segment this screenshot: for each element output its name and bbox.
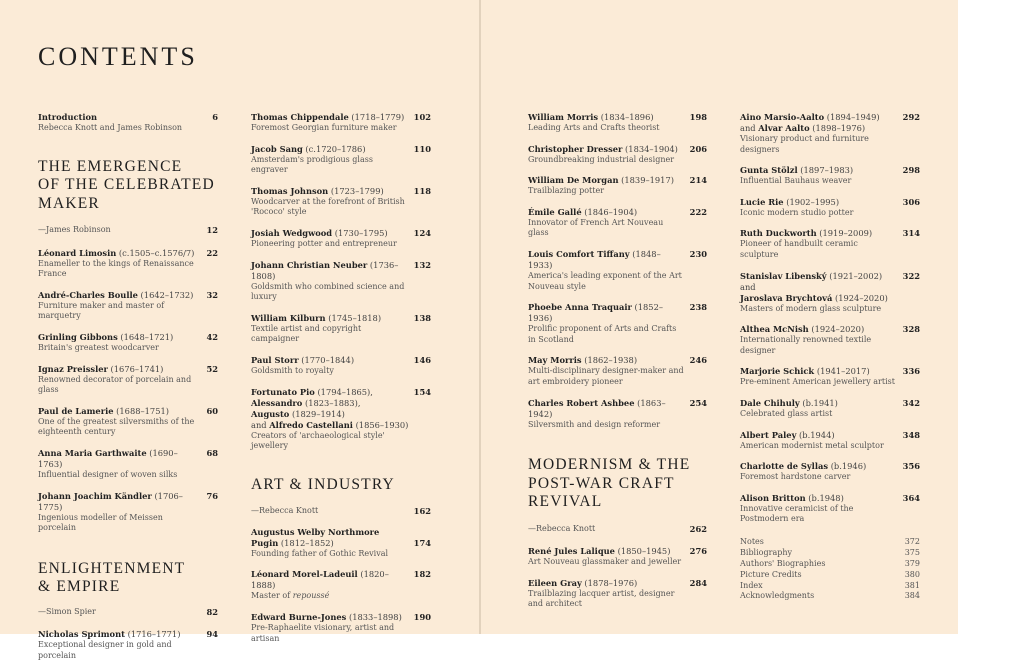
entry-page: 146 <box>413 354 431 365</box>
entry-name: Gunta Stölzl <box>740 165 798 176</box>
entry-name: Émile Gallé <box>528 206 582 217</box>
entry-page: 348 <box>902 429 920 440</box>
entry-desc: Foremost Georgian furniture maker <box>251 123 397 132</box>
entry-name: Louis Comfort Tiffany <box>528 248 630 259</box>
toc-entry[interactable] <box>740 228 920 260</box>
entry-page: 356 <box>902 461 920 472</box>
entry-desc: Founding father of Gothic Revival <box>251 548 389 558</box>
entry-name: Thomas Johnson <box>251 185 329 196</box>
back-matter-page: 380 <box>904 569 920 579</box>
entry-name: Phoebe Anna Traquair <box>528 302 632 313</box>
entry-desc: America's leading exponent of the Art Nouveau style <box>528 270 682 291</box>
entry-name: Ignaz Preissler <box>38 363 108 374</box>
entry-page: 262 <box>689 523 707 534</box>
entry-page: 42 <box>206 332 218 343</box>
entry-desc: Innovative ceramicist of the Postmodern era <box>740 503 854 524</box>
entry-desc: Multi-disciplinary designer-maker and art embroidery pioneer <box>528 366 684 386</box>
entry-name: Albert Paley <box>740 429 797 440</box>
entry-dates: (b.1948) <box>808 492 844 503</box>
toc-entry[interactable] <box>528 144 707 166</box>
toc-entry[interactable] <box>251 260 431 303</box>
entry-page: 52 <box>206 363 218 374</box>
entry-page: 254 <box>689 397 707 408</box>
back-matter-label: Authors' Biographies <box>740 558 826 568</box>
section-author-entry[interactable] <box>38 225 218 236</box>
entry-dates: (1745–1818) <box>328 312 382 323</box>
entry-dates: (1834–1896) <box>600 112 654 122</box>
toc-entry[interactable] <box>528 175 707 197</box>
entry-page: 292 <box>902 112 920 122</box>
column-2 <box>251 112 431 644</box>
entry-desc: Goldsmith who combined science and luxury <box>251 281 405 302</box>
toc-entry[interactable] <box>740 324 920 356</box>
entry-desc: Masters of modern glass sculpture <box>740 303 882 313</box>
entry-desc: One of the greatest silversmiths of the eighteenth century <box>38 416 195 437</box>
entry-page: 198 <box>689 112 707 122</box>
section-author-entry[interactable] <box>38 607 218 618</box>
entry-dates: (1850–1945) <box>617 546 671 557</box>
entry-page: 342 <box>902 397 920 408</box>
entry-desc: Furniture maker and master of marquetry <box>38 300 165 321</box>
entry-name: Jacob Sang <box>251 143 303 154</box>
entry-desc-italic: repoussé <box>292 591 330 601</box>
entry-desc: Rebecca Knott and James Robinson <box>38 123 183 132</box>
entry-dates: (1897–1983) <box>800 165 854 176</box>
back-matter-label: Bibliography <box>740 547 792 557</box>
column-1 <box>38 112 218 662</box>
entry-name: Alfredo Castellani <box>269 419 353 430</box>
toc-entry[interactable] <box>528 249 707 292</box>
entry-page: 102 <box>413 112 431 122</box>
entry-name: Ruth Duckworth <box>740 228 817 239</box>
entry-name: Léonard Morel-Ladeuil <box>251 569 358 580</box>
entry-page: 284 <box>689 577 707 588</box>
toc-entry[interactable] <box>528 546 707 568</box>
entry-dates: (b.1944) <box>799 429 835 440</box>
toc-entry-libensky[interactable] <box>740 271 920 315</box>
back-matter-label: Index <box>740 580 763 590</box>
entry-dates: (1848–1933) <box>528 248 661 270</box>
entry-page: 162 <box>413 506 431 517</box>
entry-dates: (1856–1930) <box>355 419 409 430</box>
back-matter-page: 372 <box>904 536 920 546</box>
entry-desc: Celebrated glass artist <box>740 408 833 418</box>
entry-dates: (1706–1775) <box>38 490 183 512</box>
entry-desc: Amsterdam's prodigious glass engraver <box>251 154 373 175</box>
entry-page: 214 <box>689 175 707 186</box>
entry-page: 336 <box>902 366 920 377</box>
toc-list <box>251 112 431 377</box>
toc-entry[interactable] <box>528 112 707 134</box>
entry-page: 32 <box>206 289 218 300</box>
entry-page: 22 <box>206 247 218 258</box>
back-matter-item[interactable] <box>740 581 920 592</box>
toc-entry[interactable] <box>528 207 707 239</box>
entry-dates: (1730–1795) <box>334 227 388 238</box>
back-matter-page: 384 <box>904 591 920 601</box>
section-author-entry[interactable] <box>251 506 431 517</box>
toc-list <box>38 248 218 534</box>
entry-desc: Renowned decorator of porcelain and glass <box>38 374 192 395</box>
toc-entry[interactable] <box>740 398 920 420</box>
entry-dates: (1723–1799) <box>330 185 384 196</box>
entry-name: May Morris <box>528 355 582 366</box>
toc-entry[interactable] <box>38 332 218 354</box>
back-matter-label: Notes <box>740 536 764 546</box>
entry-name: Aino Marsio-Aalto <box>740 112 825 122</box>
entry-page: 154 <box>413 386 431 397</box>
entry-page: 6 <box>212 112 218 122</box>
entry-page: 132 <box>413 259 431 270</box>
entry-page: 238 <box>689 302 707 313</box>
entry-page: 110 <box>413 143 431 154</box>
section-author: —James Robinson <box>38 225 111 235</box>
entry-name: Eileen Gray <box>528 577 582 588</box>
entry-name: Alessandro <box>251 397 303 408</box>
entry-dates: (c.1720–1786) <box>305 143 366 154</box>
entry-conjunction: and <box>740 123 756 133</box>
entry-desc: Goldsmith to royalty <box>251 365 334 375</box>
entry-name: Christopher Dresser <box>528 143 623 154</box>
entry-name: Augusto <box>251 408 290 419</box>
entry-name: Thomas Chippendale <box>251 112 349 122</box>
entry-desc: Foremost hardstone carver <box>740 472 851 482</box>
entry-page: 182 <box>413 569 431 580</box>
entry-desc: Trailblazing potter <box>528 186 605 196</box>
entry-desc: Internationally renowned textile designer <box>740 335 872 355</box>
toc-entry[interactable] <box>251 144 431 176</box>
entry-desc: Art Nouveau glassmaker and jeweller <box>528 557 682 567</box>
entry-page: 124 <box>413 227 431 238</box>
entry-dates: (1894–1949) <box>826 112 880 122</box>
entry-dates: (1834–1904) <box>625 143 678 154</box>
entry-desc: Visionary product and furniture designers <box>740 134 869 154</box>
entry-name: William Kilburn <box>251 312 326 323</box>
page-title: CONTENTS <box>38 42 198 71</box>
entry-name: Paul Storr <box>251 354 299 365</box>
entry-page: 68 <box>206 448 218 459</box>
entry-dates: (1820–1888) <box>251 569 389 591</box>
entry-name: Alvar Aalto <box>758 123 810 133</box>
entry-page: 82 <box>206 606 218 617</box>
toc-entry[interactable] <box>38 248 218 280</box>
entry-page: 246 <box>689 355 707 366</box>
toc-entry[interactable] <box>38 406 218 438</box>
entry-dates: (1642–1732) <box>140 289 194 300</box>
entry-dates: (1921–2002) and <box>740 270 883 292</box>
toc-entry-pugin[interactable] <box>251 527 431 560</box>
entry-page: 190 <box>413 612 431 622</box>
entry-page: 76 <box>206 490 218 501</box>
entry-dates: (1833–1898) <box>348 612 402 622</box>
entry-name: William De Morgan <box>528 175 619 186</box>
back-matter-page: 375 <box>904 547 920 557</box>
entry-name: Augustus Welby Northmore Pugin <box>251 526 380 548</box>
entry-desc: Influential Bauhaus weaver <box>740 176 852 186</box>
entry-desc: Leading Arts and Crafts theorist <box>528 123 660 132</box>
toc-entry[interactable] <box>251 186 431 218</box>
entry-dates: (1924–2020) <box>834 292 888 303</box>
toc-entry[interactable] <box>38 629 218 661</box>
section-heading-modernism: MODERNISM & THE POST-WAR CRAFT REVIVAL <box>528 456 691 511</box>
entry-name: Edward Burne-Jones <box>251 612 347 622</box>
entry-dates: (1898–1976) <box>812 123 866 133</box>
entry-page: 118 <box>413 185 431 196</box>
toc-entry[interactable] <box>251 228 431 250</box>
entry-dates: (1941–2017) <box>816 366 870 377</box>
entry-name: Alison Britton <box>740 492 806 503</box>
toc-entry[interactable] <box>38 290 218 322</box>
entry-dates: (1852–1936) <box>528 302 664 324</box>
toc-entry[interactable] <box>740 197 920 219</box>
section-author: —Simon Spier <box>38 606 96 616</box>
entry-dates: (1878–1976) <box>584 577 638 588</box>
entry-dates: (1648–1721) <box>120 332 174 343</box>
toc-entry[interactable] <box>251 112 431 134</box>
toc-entry[interactable] <box>528 302 707 345</box>
entry-desc: Pioneer of handbuilt ceramic sculpture <box>740 239 858 259</box>
entry-page: 222 <box>689 206 707 217</box>
entry-desc: Exceptional designer in gold and porcelain <box>38 640 172 660</box>
entry-desc: Textile artist and copyright campaigner <box>251 323 362 344</box>
section-heading-enlightenment: ENLIGHTENMENT & EMPIRE <box>38 559 186 596</box>
entry-page: 230 <box>689 248 707 259</box>
entry-dates: (1863–1942) <box>528 397 666 419</box>
entry-page: 364 <box>902 492 920 503</box>
entry-name: René Jules Lalique <box>528 546 615 557</box>
entry-desc: Pre-Raphaelite visionary, artist and artisan <box>251 623 395 643</box>
section-author-entry[interactable] <box>528 524 707 535</box>
entry-dates: (1676–1741) <box>110 363 164 374</box>
back-matter-item[interactable] <box>740 591 920 602</box>
toc-entry[interactable] <box>740 165 920 187</box>
entry-dates: (1823–1883), <box>304 397 361 408</box>
entry-conjunction: and <box>251 419 267 430</box>
entry-page: 138 <box>413 312 431 323</box>
entry-name: Paul de Lamerie <box>38 405 114 416</box>
toc-list <box>528 112 707 430</box>
toc-list <box>740 324 920 525</box>
entry-page: 322 <box>902 270 920 281</box>
entry-dates: (b.1946) <box>830 461 867 472</box>
entry-page: 276 <box>689 546 707 557</box>
entry-desc <box>251 591 431 602</box>
entry-dates: (1919–2009) <box>819 228 873 239</box>
entry-name: Charlotte de Syllas <box>740 461 829 472</box>
entry-desc: Influential designer of woven silks <box>38 470 178 480</box>
toc-entry-morel-ladeuil[interactable] <box>251 569 431 602</box>
entry-desc: Iconic modern studio potter <box>740 207 854 217</box>
section-author: —Rebecca Knott <box>528 523 596 533</box>
toc-entry[interactable] <box>740 430 920 452</box>
entry-dates: (1839–1917) <box>621 175 674 186</box>
entry-desc: Groundbreaking industrial designer <box>528 154 675 164</box>
entry-name: André-Charles Boulle <box>38 289 138 300</box>
entry-dates: (1770–1844) <box>301 354 355 365</box>
entry-name: Johann Joachim Kändler <box>38 490 152 501</box>
entry-dates: (1794–1865), <box>317 386 373 397</box>
toc-entry[interactable] <box>528 398 707 431</box>
toc-entry[interactable] <box>251 355 431 377</box>
entry-name: Introduction <box>38 112 98 122</box>
entry-dates: (1718–1779) <box>351 112 405 122</box>
section-author: —Rebecca Knott <box>251 506 319 516</box>
entry-name: Althea McNish <box>740 324 809 335</box>
column-3 <box>528 112 707 610</box>
entry-desc: Trailblazing lacquer artist, designer and architect <box>528 588 675 609</box>
entry-dates: (1902–1995) <box>786 196 840 207</box>
entry-page: 206 <box>689 143 707 154</box>
entry-desc: Prolific proponent of Arts and Crafts in Scotland <box>528 324 677 344</box>
toc-entry[interactable] <box>740 366 920 388</box>
entry-name: Nicholas Sprimont <box>38 629 125 640</box>
entry-desc: Enameller to the kings of Renaissance France <box>38 258 194 279</box>
entry-name: Grinling Gibbons <box>38 332 118 343</box>
entry-dates: (b.1941) <box>802 397 838 408</box>
toc-entry-aalto[interactable] <box>740 112 920 155</box>
back-matter-item[interactable] <box>740 559 920 570</box>
entry-page: 306 <box>902 196 920 207</box>
back-matter-label: Acknowledgments <box>740 591 815 601</box>
toc-entry[interactable] <box>38 364 218 396</box>
entry-name: Dale Chihuly <box>740 397 800 408</box>
section-heading-emergence: THE EMERGENCE OF THE CELEBRATED MAKER <box>38 157 215 212</box>
entry-desc: Creators of 'archaeological style' jewellery <box>251 430 385 451</box>
entry-page: 12 <box>206 225 218 236</box>
entry-page: 174 <box>413 537 431 548</box>
column-4 <box>740 112 920 602</box>
toc-entry[interactable] <box>740 493 920 525</box>
entry-name: Charles Robert Ashbee <box>528 397 635 408</box>
entry-name: Josiah Wedgwood <box>251 227 333 238</box>
entry-name: Jaroslava Brychtová <box>740 292 833 303</box>
entry-name: Stanislav Libenský <box>740 270 827 281</box>
entry-name: Johann Christian Neuber <box>251 259 368 270</box>
entry-name: Fortunato Pio <box>251 386 315 397</box>
entry-desc-text: Master of <box>251 591 291 601</box>
back-matter-item[interactable] <box>740 537 920 548</box>
entry-page: 314 <box>902 228 920 239</box>
entry-name: Anna Maria Garthwaite <box>38 448 147 459</box>
entry-name: Léonard Limosin <box>38 247 117 258</box>
entry-dates: (1924–2020) <box>811 324 865 335</box>
toc-list <box>740 165 920 260</box>
entry-dates: (1812–1852) <box>280 537 334 548</box>
entry-name: Marjorie Schick <box>740 366 815 377</box>
entry-desc: Silversmith and design reformer <box>528 419 661 429</box>
entry-desc: Innovator of French Art Nouveau glass <box>528 217 664 238</box>
entry-desc: Pioneering potter and entrepreneur <box>251 238 397 248</box>
entry-dates: (c.1505–c.1576/7) <box>118 247 195 258</box>
back-matter-page: 381 <box>904 580 920 590</box>
toc-entry-introduction[interactable] <box>38 112 218 134</box>
back-matter-list <box>740 537 920 602</box>
entry-page: 60 <box>206 405 218 416</box>
entry-desc: American modernist metal sculptor <box>740 440 884 450</box>
toc-entry[interactable] <box>38 491 218 534</box>
entry-page: 298 <box>902 165 920 176</box>
back-matter-page: 379 <box>904 558 920 568</box>
entry-dates: (1736–1808) <box>251 259 399 281</box>
entry-dates: (1846–1904) <box>584 206 638 217</box>
toc-entry[interactable] <box>251 313 431 345</box>
entry-desc: Ingenious modeller of Meissen porcelain <box>38 512 163 533</box>
toc-entry[interactable] <box>528 355 707 387</box>
entry-dates: (1690–1763) <box>38 448 178 470</box>
entry-desc: Britain's greatest woodcarver <box>38 343 159 353</box>
toc-list <box>528 546 707 610</box>
entry-dates: (1688–1751) <box>116 405 170 416</box>
back-matter-label: Picture Credits <box>740 569 802 579</box>
entry-page: 94 <box>206 629 218 640</box>
entry-desc: Woodcarver at the forefront of British 'Rococo' style <box>251 196 405 217</box>
entry-name: William Morris <box>528 112 599 122</box>
section-heading-art-industry: ART & INDUSTRY <box>251 475 395 493</box>
entry-name: Lucie Rie <box>740 196 784 207</box>
entry-page: 328 <box>902 324 920 335</box>
back-matter-item[interactable] <box>740 570 920 581</box>
toc-entry-castellani[interactable] <box>251 387 431 452</box>
entry-desc: Pre-eminent American jewellery artist <box>740 377 895 387</box>
entry-dates: (1862–1938) <box>584 355 638 366</box>
toc-entry[interactable] <box>38 448 218 481</box>
toc-entry[interactable] <box>528 578 707 610</box>
entry-dates: (1716–1771) <box>127 629 181 640</box>
toc-entry[interactable] <box>251 612 431 644</box>
entry-dates: (1829–1914) <box>291 408 345 419</box>
toc-entry[interactable] <box>740 461 920 483</box>
back-matter-item[interactable] <box>740 548 920 559</box>
